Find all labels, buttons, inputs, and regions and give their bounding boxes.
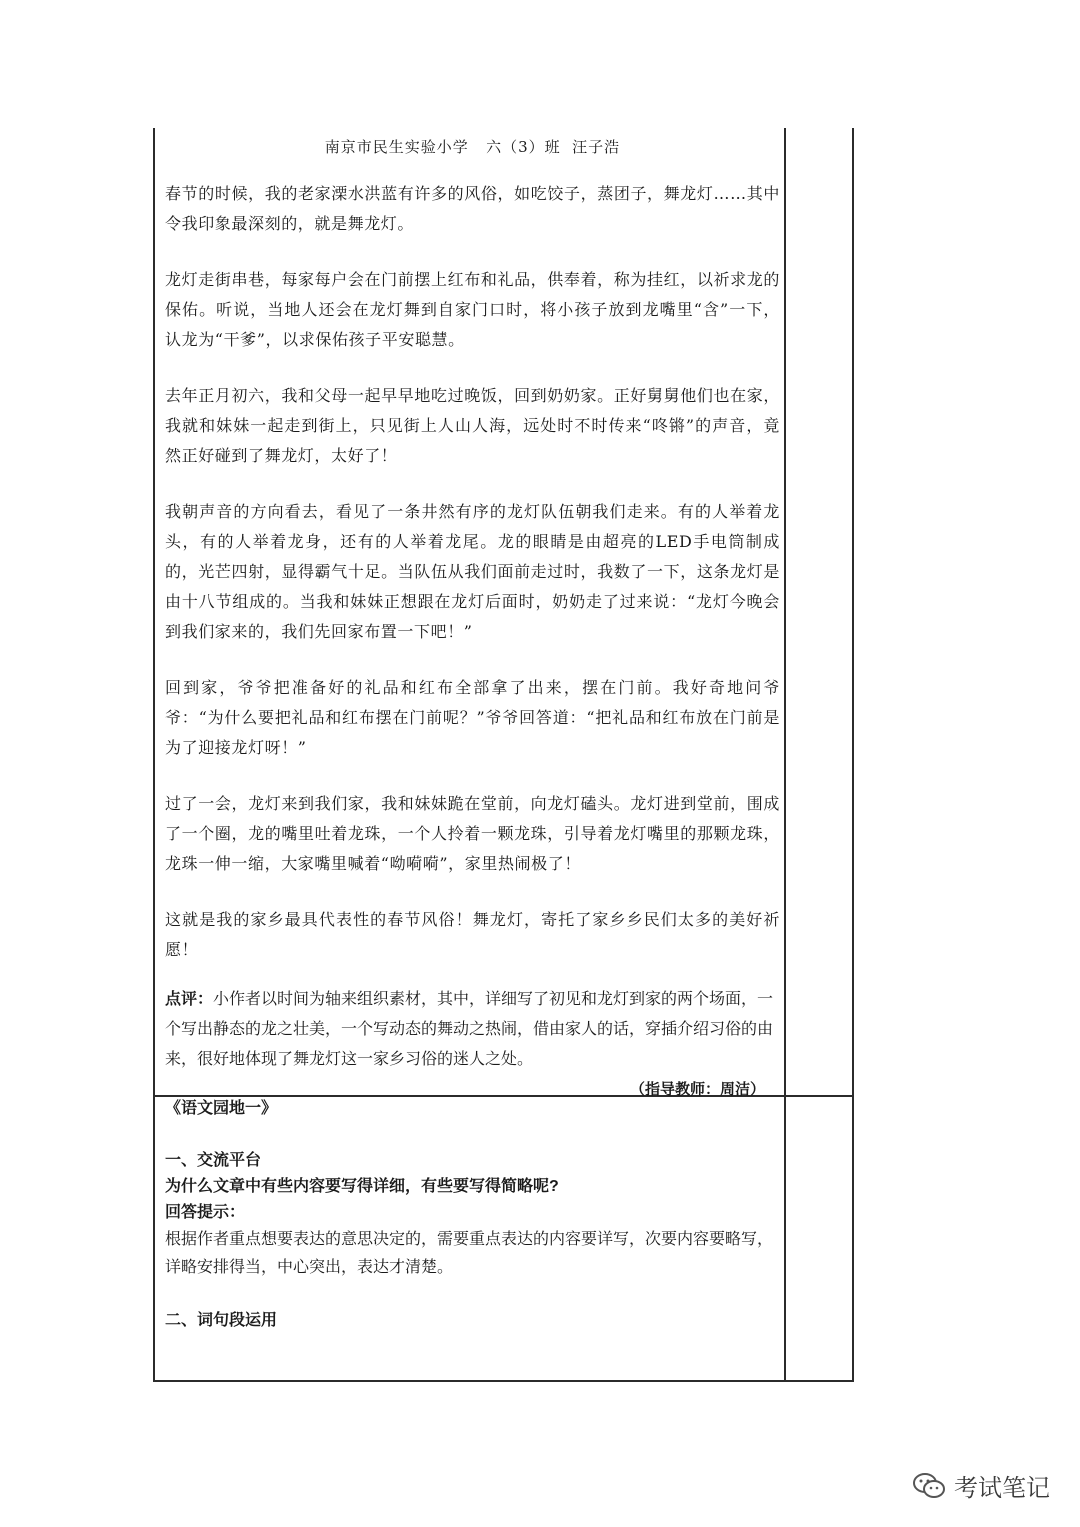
table-bottom-border [153,1380,854,1382]
watermark [912,1468,1050,1503]
essay-paragraph: 我朝声音的方向看去，看见了一条井然有序的龙灯队伍朝我们走来。有的人举着龙头，有的人举着龙身，还有的人举着龙尾。龙的眼睛是由超亮的LED手电筒制成的，光芒四射，显得霸气十足。当队伍从我们面前走过时，我数了一下，这条龙灯是由十八节组成的。当我和妹妹正想跟在龙灯后面时，奶奶走了过来说：“龙灯今晚会到我们家来的，我们先回家布置一下吧！” [165,502,780,641]
instructor-credit: （指导教师：周洁） [629,1081,765,1098]
hint-label: 回答提示： [165,1204,246,1221]
section-title: 《语文园地一》 [165,1100,278,1117]
section-heading-usage: 二、词句段运用 [165,1312,278,1329]
essay-paragraph: 龙灯走街串巷，每家每户会在门前摆上红布和礼品，供奉着，称为挂红，以祈求龙的保佑。听说，当地人还会在龙灯舞到自家门口时，将小孩子放到龙嘴里“含”一下，认龙为“干爹”，以求保佑孩子平安聪慧。 [165,270,780,349]
hint-text: 根据作者重点想要表达的意思决定的，需要重点表达的内容要详写，次要内容要略写，详略安排得当，中心突出，表达才清楚。 [165,1231,774,1276]
essay-paragraph: 这就是我的家乡最具代表性的春节风俗！舞龙灯，寄托了家乡乡民们太多的美好祈愿！ [165,910,780,959]
watermark-text: 考试笔记 [954,1474,1050,1502]
essay-paragraph: 过了一会，龙灯来到我们家，我和妹妹跪在堂前，向龙灯磕头。龙灯进到堂前，围成了一个圈，龙的嘴里吐着龙珠，一个人拎着一颗龙珠，引导着龙灯嘴里的那颗龙珠，龙珠一伸一缩，大家嘴里喊着“呦嗬嗬”，家里热闹极了！ [165,794,780,873]
essay-cell [165,128,780,1105]
essay-paragraph: 去年正月初六，我和父母一起早早地吃过晚饭，回到奶奶家。正好舅舅他们也在家，我就和妹妹一起走到街上，只见街上人山人海，远处时不时传来“咚锵”的声音，竟然正好碰到了舞龙灯，太好了！ [165,386,780,465]
essay-paragraph: 回到家，爷爷把准备好的礼品和红布全部拿了出来，摆在门前。我好奇地问爷爷：“为什么要把礼品和红布摆在门前呢？”爷爷回答道：“把礼品和红布放在门前是为了迎接龙灯呀！” [165,678,780,757]
essay-paragraph: 春节的时候，我的老家溧水洪蓝有许多的风俗，如吃饺子，蒸团子，舞龙灯……其中令我印象最深刻的，就是舞龙灯。 [165,184,780,233]
table-left-border-bottom [153,1096,155,1382]
essay-author-line: 南京市民生实验小学 六（3）班 汪子浩 [324,138,621,156]
teacher-comment [165,985,780,1075]
section-heading-exchange: 一、交流平台 [165,1152,262,1169]
comment-text: 小作者以时间为轴来组织素材，其中，详细写了初见和龙灯到家的两个场面，一个写出静态的龙之壮美，一个写动态的舞动之热闹，借由家人的话，穿插介绍习俗的由来，很好地体现了舞龙灯这一家乡习俗的迷人之处。 [165,991,774,1068]
comment-label: 点评： [165,991,214,1008]
table-left-border-top [153,128,155,1096]
wechat-icon [912,1472,946,1500]
discussion-question: 为什么文章中有些内容要写得详细，有些要写得简略呢? [165,1178,559,1195]
table-right-border [852,128,854,1382]
table-inner-divider [784,128,786,1382]
language-garden-cell [165,1096,780,1334]
